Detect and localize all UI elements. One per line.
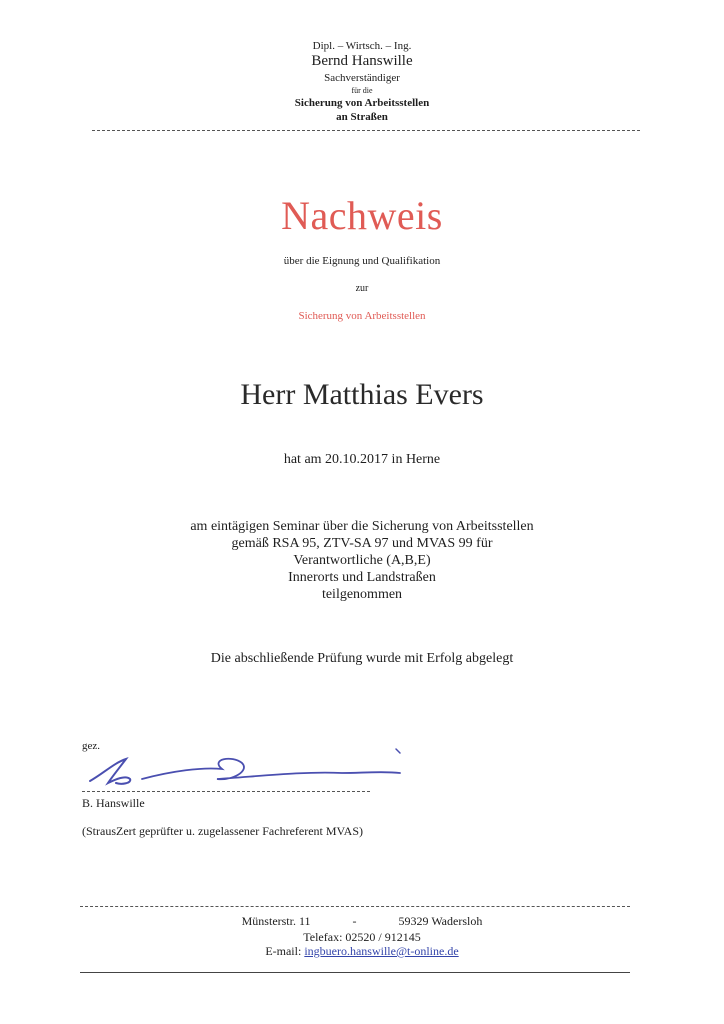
signer-name: B. Hanswille (82, 796, 145, 810)
body-line: teilgenommen (321, 587, 403, 602)
letterhead-for: für die (351, 86, 373, 95)
body-line: Verantwortliche (A,B,E) (293, 553, 431, 568)
signer-role: (StrausZert geprüfter u. zugelassener Fachreferent MVAS) (82, 824, 364, 838)
letterhead-field-line1: Sicherung von Arbeitsstellen (294, 97, 430, 109)
footer-divider-top (80, 906, 630, 907)
footer-email-link[interactable]: ingbuero.hanswille@t-online.de (304, 944, 459, 958)
signature-line (82, 791, 370, 792)
letterhead-field-line2: an Straßen (336, 111, 388, 123)
footer-street: Münsterstr. 11 (241, 914, 311, 928)
result-statement: Die abschließende Prüfung wurde mit Erfolg abgelegt (210, 651, 514, 666)
body-line: Innerorts und Landstraßen (288, 570, 436, 585)
body-line: gemäß RSA 95, ZTV-SA 97 und MVAS 99 für (231, 536, 493, 551)
body-line: am eintägigen Seminar über die Sicherung von Arbeitsstellen (190, 519, 534, 534)
footer-fax: Telefax: 02520 / 912145 (303, 930, 421, 944)
footer-email-label: E-mail: (265, 944, 302, 958)
footer-email-line (0, 944, 724, 959)
signature-prefix: gez. (82, 740, 101, 752)
date-line: hat am 20.10.2017 in Herne (283, 452, 441, 467)
certificate-subtitle: über die Eignung und Qualifikation (283, 255, 441, 267)
certificate-topic: Sicherung von Arbeitsstellen (298, 310, 426, 322)
footer-city: 59329 Wadersloh (398, 914, 483, 928)
footer-divider-bottom (80, 972, 630, 973)
letterhead-degree: Dipl. – Wirtsch. – Ing. (312, 40, 412, 52)
letterhead-name: Bernd Hanswille (311, 53, 413, 69)
header-divider (92, 130, 640, 131)
letterhead-title: Sachverständiger (324, 72, 400, 84)
footer-address (0, 914, 724, 929)
handwritten-signature (82, 745, 412, 795)
recipient-name: Herr Matthias Evers (240, 378, 484, 411)
footer-separator: - (352, 914, 357, 928)
certificate-title: Nachweis (281, 193, 443, 238)
certificate-connector: zur (355, 283, 369, 294)
certificate-body (0, 518, 724, 603)
